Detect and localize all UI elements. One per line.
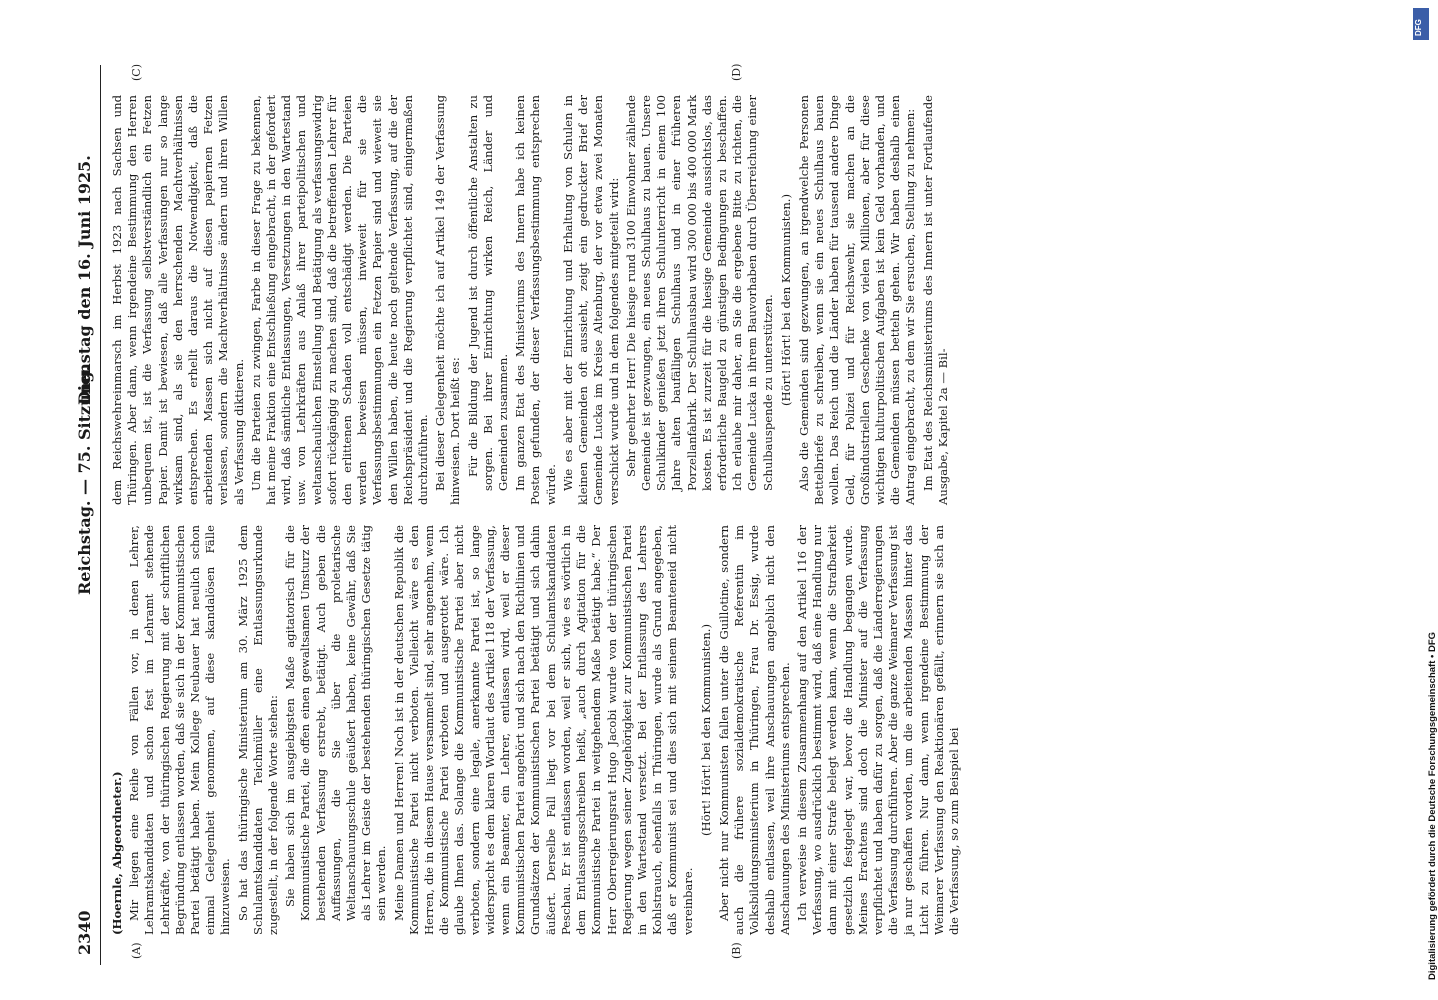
paragraph: Ich verweise in diesem Zusammenhang auf den Artikel 116 der Verfassung, wo ausdrücklich bestimmt wird, daß eine Handlung nur dann mit einer Strafe belegt werden kann, wenn die Strafbarkeit gesetzlich festgelegt war, bevor die Handlung begangen wurde. Meines Erachtens sind doch die Minister auf die Verfassung verpflichtet und haben dafür zu sorgen, daß die Länderregierungen die Verfassung durchführen. Aber die ganze Weimarer Verfassung ist ja nur geschaffen worden, um die arbeitenden Massen hinter das Licht zu führen. Nur dann, wenn irgendeine Bestimmung der Weimarer Verfassung den Reaktionären gefällt, erinnern sie sich an die Verfassung, so zum Beispiel bei bbox=[794, 525, 961, 935]
interjection: (Hört! Hört! bei den Kommunisten.) bbox=[698, 624, 713, 837]
paragraph: Wie es aber mit der Einrichtung und Erhaltung von Schulen in kleinen Gemeinden oft aussieht, zeigt ein gedruckter Brief der Gemeinde Lucka im Kreise Altenburg, der vor etwa zwei Monaten verschickt wurde und in dem folgendes mitgeteilt wird: bbox=[560, 95, 621, 505]
margin-mark-a: (A) bbox=[130, 942, 143, 959]
quotation: Sehr geehrter Herr! Die hiesige rund 3100 Einwohner zählende Gemeinde ist gezwungen, ein neues Schulhaus zu bauen. Unsere Schulkinder genießen jetzt ihren Schulunterricht in einem 100 Jahre alten baufälligen Schulhaus und in einer früheren Porzellanfabrik. Der Schulhausbau wird 300 000 bis 400 000 Mark kosten. Es ist zurzeit für die hiesige Gemeinde aussichtslos, das erforderliche Baugeld zu günstigen Bedingungen zu beschaffen. Ich erlaube mir daher, an Sie die ergebene Bitte zu richten, die Gemeinde Lucka in ihrem Bauvorhaben durch Überreichung einer Schulbauspende zu unterstützen. bbox=[623, 95, 775, 491]
speaker-label: (Hoernle, Abgeordneter.) bbox=[110, 771, 124, 935]
paragraph: Bei dieser Gelegenheit möchte ich auf Artikel 149 der Verfassung hinweisen. Dort heißt es: bbox=[433, 95, 463, 505]
digitization-credit bbox=[1405, 0, 1438, 1000]
paragraph: Im Etat des Reichsministeriums des Innern ist unter Fortlaufende Ausgabe, Kapitel 2a — Bil- bbox=[920, 95, 950, 505]
dfg-logo-text: DFG bbox=[1414, 19, 1423, 36]
credit-text: Digitalisierung gefördert durch die Deutsche Forschungsgemeinschaft • DFG bbox=[1427, 631, 1438, 980]
right-column bbox=[110, 95, 1030, 505]
quotation: Für die Bildung der Jugend ist durch öffentliche Anstalten zu sorgen. Bei ihrer Einrichtung wirken Reich, Länder und Gemeinden zusammen. bbox=[465, 95, 511, 491]
page-header bbox=[70, 65, 101, 965]
left-column bbox=[110, 525, 1030, 935]
paragraph: Mir liegen eine Reihe von Fällen vor, in denen Lehrer, Lehramtskandidaten und schon fest im Lehramt stehende Lehrkräfte, von der thüringischen Regierung mit der schriftlichen Begründung entlassen worden, daß sie sich in der Kommunistischen Partei betätigt haben. Mein Kollege Neubauer hat neulich schon einmal Gelegenheit genommen, auf diese skandalösen Fälle hinzuweisen. bbox=[127, 525, 233, 935]
document-page bbox=[70, 65, 1390, 965]
page-date: Dienstag den 16. Juni 1925. bbox=[75, 155, 94, 405]
dfg-logo bbox=[1413, 8, 1429, 40]
paragraph: Also die Gemeinden sind gezwungen, an irgendwelche Personen Bettelbriefe zu schreiben, wenn sie ein neues Schulhaus bauen wollen. Das Reich und die Länder haben für tausend andere Dinge Geld, für Polizei und für Reichswehr, sie machen an die Großindustriellen Geschenke von vielen Millionen, aber für diese wichtigen kulturpolitischen Aufgaben ist kein Geld vorhanden, und die Gemeinden müssen betteln gehen. Wir haben deshalb einen Antrag eingebracht, zu dem wir Sie ersuchen, Stellung zu nehmen: bbox=[796, 95, 918, 505]
interjection: (Hört! Hört! bei den Kommunisten.) bbox=[778, 194, 793, 407]
quotation: Sie haben sich im ausgiebigsten Maße agitatorisch für die Kommunistische Partei, die offen einen gewaltsamen Umsturz der bestehenden Verfassung erstrebt, betätigt. Auch geben die Auffassungen, die Sie über die proletarische Weltanschauungsschule geäußert haben, keine Gewähr, daß Sie als Lehrer im Geiste der bestehenden thüringischen Gesetze tätig sein werden. bbox=[283, 525, 389, 921]
paragraph: Im ganzen Etat des Ministeriums des Innern habe ich keinen Posten gefunden, der dieser Verfassungsbestimmung entsprechen würde. bbox=[513, 95, 558, 505]
margin-mark-c: (C) bbox=[130, 64, 143, 81]
paragraph: Aber nicht nur Kommunisten fallen unter die Guillotine, sondern auch die frühere sozialdemokratische Referentin im Volksbildungsministerium in Thüringen, Frau Dr. Essig, wurde deshalb entlassen, weil ihre Anschauungen angeblich nicht den Anschauungen des Ministeriums entsprechen. bbox=[716, 525, 792, 935]
paragraph: So hat das thüringische Ministerium am 30. März 1925 dem Schulamtskandidaten Teichmüller eine Entlassungsurkunde zugestellt, in der folgende Worte stehen: bbox=[235, 525, 281, 935]
margin-mark-b: (B) bbox=[730, 942, 743, 959]
paragraph: Um die Parteien zu zwingen, Farbe in dieser Frage zu bekennen, hat meine Fraktion eine Entschließung eingebracht, in der gefordert wird, daß sämtliche Entlassungen, Versetzungen in den Wartestand usw. von Lehrkräften aus Anlaß ihrer parteipolitischen und weltanschaulichen Einstellung und Betätigung als verfassungswidrig sofort rückgängig zu machen sind, daß die betreffenden Lehrer für den erlittenen Schaden voll entschädigt werden. Die Parteien werden beweisen müssen, inwieweit für sie die Verfassungsbestimmungen ein Fetzen Papier sind und wieweit sie den Willen haben, die heute noch geltende Verfassung, auf die der Reichspräsident und die Regierung verpflichtet sind, einigermaßen durchzuführen. bbox=[248, 95, 431, 505]
paragraph: dem Reichswehreinmarsch im Herbst 1923 nach Sachsen und Thüringen. Aber dann, wenn irgendeine Bestimmung den Herren unbequem ist, ist die Verfassung selbstverständlich ein Fetzen Papier. Damit ist bewiesen, daß alle Verfassungen nur so lange wirksam sind, als sie den herrschenden Machtverhältnissen entsprechen. Es erhellt daraus die Notwendigkeit, daß die arbeitenden Massen sich nicht auf diesen papiernen Fetzen verlassen, sondern die Machtverhältnisse ändern und ihren Willen als Verfassung diktieren. bbox=[110, 95, 246, 505]
page-title: Reichstag. — 75. Sitzung. bbox=[75, 365, 94, 595]
margin-mark-d: (D) bbox=[730, 63, 743, 81]
page-number: 2340 bbox=[75, 910, 94, 955]
paragraph: Meine Damen und Herren! Noch ist in der deutschen Republik die Kommunistische Partei nicht verboten. Vielleicht wäre es den Herren, die in diesem Hause versammelt sind, sehr angenehm, wenn die Kommunistische Partei verboten und ausgerottet wäre. Ich glaube Ihnen das. Solange die Kommunistische Partei aber nicht verboten, sondern eine legale, anerkannte Partei ist, so lange widerspricht es dem klaren Wortlaut des Artikel 118 der Verfassung, wenn ein Beamter, ein Lehrer, entlassen wird, weil er dieser Kommunistischen Partei angehört und sich nach den Richtlinien und Grundsätzen der Kommunistischen Partei betätigt und sich dahin äußert. Derselbe Fall liegt vor bei dem Schulamtskandidaten Peschau. Er ist entlassen worden, weil er sich, wie es wörtlich in dem Entlassungsschreiben heißt, „auch durch Agitation für die Kommunistische Partei in weitgehendem Maße betätigt habe.“ Der Herr Oberregierungsrat Hugo Jacobi wurde von der thüringischen Regierung wegen seiner Zugehörigkeit zur Kommunistischen Partei in den Wartestand versetzt. Bei der Entlassung des Lehrers Kohlstrauch, ebenfalls in Thüringen, wurde als Grund angegeben, daß er Kommunist sei und dies sich mit seinem Beamteneid nicht vereinbare. bbox=[391, 525, 695, 935]
